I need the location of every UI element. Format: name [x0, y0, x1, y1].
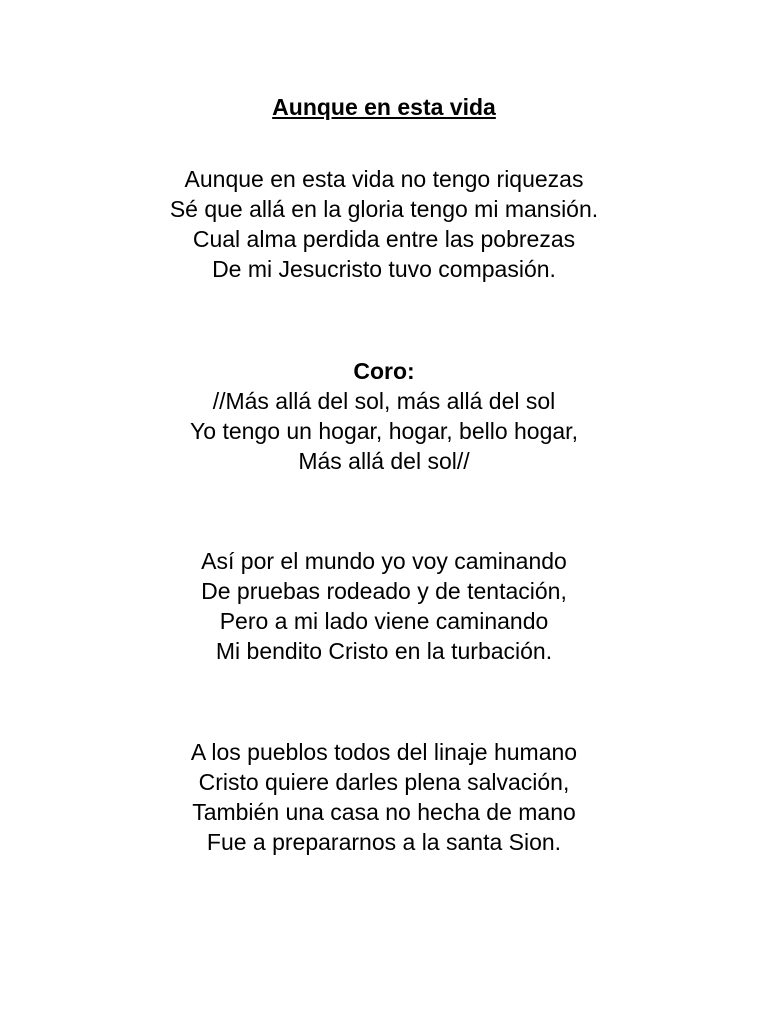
verse-line: Fue a prepararnos a la santa Sion.	[206, 829, 562, 855]
verse-line: Sé que allá en la gloria tengo mi mansión.	[169, 196, 599, 222]
verse-line: Así por el mundo yo voy caminando	[201, 548, 567, 574]
verse-line: A los pueblos todos del linaje humano	[190, 739, 578, 765]
verse-line: Cual alma perdida entre las pobrezas	[192, 226, 576, 252]
verse-2	[0, 546, 768, 666]
chorus-line: Yo tengo un hogar, hogar, bello hogar,	[190, 418, 578, 444]
verse-3	[0, 737, 768, 857]
verse-1	[0, 164, 768, 284]
verse-line: Mi bendito Cristo en la turbación.	[215, 638, 553, 664]
chorus-line: Más allá del sol//	[298, 448, 470, 474]
song-title: Aunque en esta vida	[272, 94, 496, 120]
verse-line: Aunque en esta vida no tengo riquezas	[184, 166, 584, 192]
verse-line: También una casa no hecha de mano	[192, 799, 576, 825]
verse-line: De pruebas rodeado y de tentación,	[201, 578, 567, 604]
chorus-line: //Más allá del sol, más allá del sol	[212, 388, 556, 414]
verse-line: Pero a mi lado viene caminando	[219, 608, 549, 634]
verse-line: Cristo quiere darles plena salvación,	[198, 769, 570, 795]
chorus-heading: Coro:	[353, 358, 415, 384]
chorus	[0, 356, 768, 476]
verse-line: De mi Jesucristo tuvo compasión.	[212, 256, 556, 282]
